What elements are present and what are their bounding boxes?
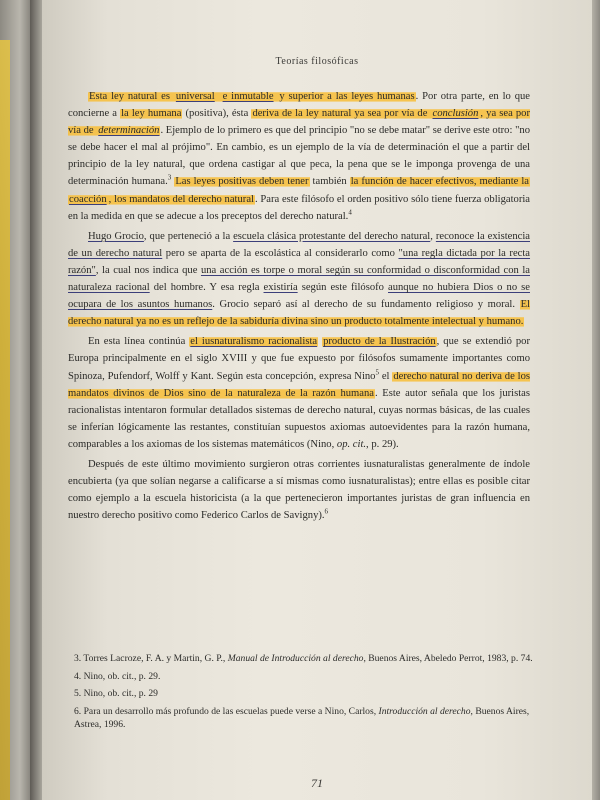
text-run: , Buenos Aires, Astrea, 1996. (74, 705, 530, 731)
text-run: 4. Nino, ob. cit., p. 29. (74, 670, 161, 682)
text-run: op. cit. (336, 438, 367, 450)
underlined-text: una acción es torpe o moral según su conformidad o disconformidad con la naturaleza racional (68, 264, 530, 294)
underlined-text: existiría (263, 282, 298, 294)
highlighted-text: producto de la Ilustración (323, 336, 436, 348)
text-run: . Este autor señala que los juristas racionalistas intentaron formular detallados sistemas de derecho natural, cuyas normas básicas, de las cuales se inferían lógicamente las restantes, constituían supuestos axiomas autoevidentes para la razón humana, comparables a los axiomas de los sistemas matemáticos (Nino, (68, 387, 530, 450)
footnote (74, 652, 536, 666)
text-run: 3. Torres Lacroze, F. A. y Martin, G. P., (74, 653, 228, 664)
highlighted-text: coacción (69, 193, 107, 205)
text-run: En esta línea continúa (88, 336, 190, 348)
text-run: pero se aparta de la escolástica al considerarlo como (162, 247, 399, 259)
footnote-ref: 4 (348, 208, 352, 217)
text-run: el (378, 370, 393, 382)
text-run: según este filósofo (297, 282, 388, 294)
text-run: , que se extendió por Europa principalmente en el siglo XVIII y que fue expuesto por filósofos sumamente importantes como Spinoza, Pufendorf, Wolff y Kant. Según esta concepción, expresa Nino (68, 336, 530, 382)
text-run: 5. Nino, ob. cit., p. 29 (74, 688, 158, 700)
highlighted-text: e inmutable (222, 91, 274, 102)
text-run: , que perteneció a la (143, 230, 234, 242)
underlined-text: aunque no hubiera Dios o no se ocupara de los asuntos humanos (68, 282, 530, 311)
left-page-highlight-edge (0, 40, 10, 800)
page-number: 71 (311, 776, 323, 790)
underlined-text: escuela clásica protestante del derecho natural (233, 230, 431, 242)
underlined-text: Hugo Grocio (88, 230, 144, 242)
highlighted-text: conclusión (432, 108, 479, 120)
footnote-ref: 3 (167, 173, 172, 182)
paragraph (68, 88, 530, 225)
text-run: , p. 29). (366, 438, 399, 450)
running-head: Teorías filosóficas (275, 56, 359, 67)
paragraph (68, 333, 530, 453)
text-run: (positiva), ésta (182, 108, 252, 120)
text-run: 6. Para un desarrollo más profundo de las escuelas puede verse a Nino, Carlos, (74, 705, 379, 717)
body-text (68, 88, 530, 527)
highlighted-text: la ley humana (121, 108, 182, 120)
text-run: Manual de Introducción al derecho (227, 653, 364, 664)
text-run: . Ejemplo de lo primero es que del principio "no se debe matar" se derive este otro: "no se debe hacer el mal al prójimo". En cambio, es un ejemplo de la vía de determinación el que a partir del principio de la ley natural, que ordena castigar al que peca, la pena que se le imponga provenga de una determinación humana. (68, 125, 530, 188)
highlighted-text: , ya sea por vía de (68, 108, 531, 137)
highlighted-text: universal (175, 91, 215, 102)
underlined-text: "una regla dictada por la recta razón" (68, 247, 531, 276)
text-run: . Por otra parte, en lo que concierne a (68, 91, 530, 120)
text-run: , la cual nos indica que (95, 264, 201, 276)
footnote (74, 670, 536, 684)
highlighted-text: derecho natural no deriva de los mandatos divinos de Dios sino de la naturaleza de la razón humana (68, 370, 530, 399)
book-page (42, 0, 592, 800)
footnote-ref: 5 (375, 367, 379, 376)
text-run: también (309, 176, 350, 188)
footnote (74, 705, 536, 732)
text-run: , (430, 230, 436, 242)
highlighted-text: , los mandatos del derecho natural (108, 193, 254, 205)
underlined-text: reconoce la existencia de un derecho natural (68, 230, 530, 259)
footnote (74, 687, 536, 701)
text-run: Después de este último movimiento surgieron otras corrientes iusnaturalistas generalmente de índole encubierta (ya que solían negarse a calificarse a sí mismas como iusnaturalistas); entre ellas es posible citar como ejemplo a la escuela historicista (a la que pertenecieron importantes juristas de gran influencia en nuestro derecho positivo como Federico Carlos de Savigny). (68, 458, 530, 522)
highlighted-text: determinación (98, 125, 160, 137)
highlighted-text: el iusnaturalismo racionalista (190, 336, 318, 348)
text-run: del hombre. Y esa regla (149, 282, 264, 294)
highlighted-text: y superior a las leyes humanas (275, 91, 415, 102)
highlighted-text (216, 91, 222, 102)
highlighted-text: la función de hacer efectivos, mediante la (350, 176, 530, 188)
text-run: , Buenos Aires, Abeledo Perrot, 1983, p. 74. (363, 653, 533, 664)
highlighted-text: Las leyes positivas deben tener (175, 176, 309, 188)
highlighted-text: El derecho natural ya no es un reflejo de la sabiduría divina sino un producto totalmente intelectual y humano. (68, 299, 530, 328)
text-run: Introducción al derecho (378, 705, 471, 717)
footnotes (74, 652, 536, 736)
footnote-ref: 6 (324, 507, 329, 516)
paragraph (68, 456, 530, 524)
text-run: . Para este filósofo el orden positivo sólo tiene fuerza obligatoria en la medida en que se adecue a los preceptos del derecho natural. (68, 193, 531, 222)
highlighted-text: Esta ley natural es (89, 91, 174, 102)
highlighted-text: deriva de la ley natural ya sea por vía de (252, 108, 431, 120)
paragraph (68, 228, 530, 331)
page-right-shadow (592, 0, 600, 800)
text-run: . Grocio separó así al derecho de su fundamento religioso y moral. (212, 299, 520, 311)
